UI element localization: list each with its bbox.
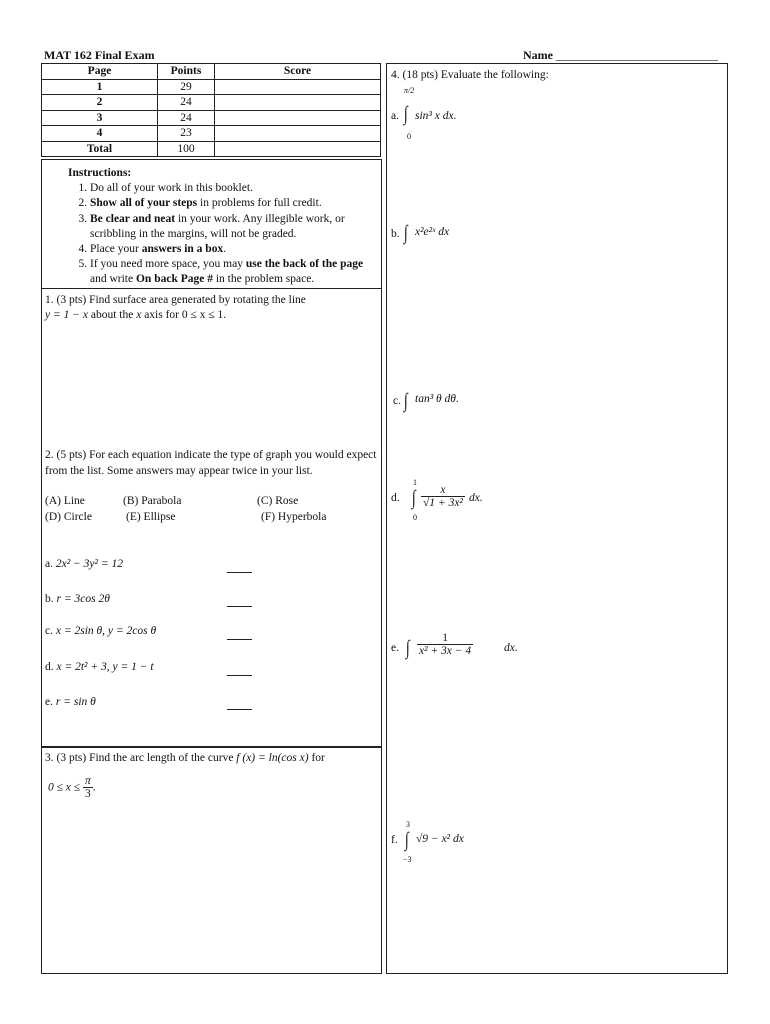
part-eq: x = 2t² + 3, y = 1 − t	[56, 661, 154, 673]
part-label: a.	[391, 110, 399, 122]
part-label: c.	[45, 625, 53, 637]
cell-page: 3	[42, 110, 158, 126]
q3-range: 0 ≤ x ≤ $\frac{\pi}{3}$ .	[48, 775, 96, 800]
q1-tail2: axis for	[141, 309, 182, 321]
cell-page: Total	[42, 141, 158, 157]
score-table-header	[42, 64, 381, 80]
differential: dx.	[504, 642, 518, 654]
q4-part-d	[391, 476, 591, 526]
part-eq: r = sin θ	[55, 696, 96, 708]
item-bold: On back Page #	[135, 273, 213, 286]
q1-tail: about the	[87, 309, 137, 321]
part-eq: 2x² − 3y² = 12	[55, 558, 123, 570]
frac-num: 1	[417, 632, 473, 645]
q1-range: 0 ≤ x ≤ 1.	[181, 309, 227, 321]
frac-num: π	[84, 775, 91, 787]
score-table	[41, 63, 381, 157]
part-label: b.	[45, 593, 54, 605]
cell-page: 2	[42, 95, 158, 111]
integrand-fraction	[417, 632, 473, 657]
option-c: (C) Rose	[257, 495, 299, 507]
q3-for: for	[311, 752, 325, 764]
integrand: x²e²ˣ dx	[415, 226, 450, 238]
integrand: sin³ x dx.	[415, 110, 457, 122]
cell-points: 29	[158, 79, 215, 95]
lower-limit: −3	[403, 855, 412, 864]
q4-part-b	[391, 222, 591, 247]
list-item	[90, 212, 378, 242]
answer-blank-c[interactable]	[227, 630, 252, 640]
q2-part-e	[45, 696, 96, 708]
name-label	[523, 48, 718, 63]
answer-blank-d[interactable]	[227, 666, 252, 676]
item-text: .	[223, 243, 227, 256]
option-d: (D) Circle	[45, 511, 92, 523]
q4-part-a	[391, 86, 591, 146]
q4-part-c	[393, 389, 593, 414]
table-row	[42, 126, 381, 142]
question-1	[45, 293, 375, 323]
upper-limit: 3	[406, 820, 410, 829]
question-2	[45, 448, 377, 479]
item-text: Place your	[90, 243, 142, 256]
instructions-list	[68, 181, 378, 287]
q1-eq: y = 1 − x	[45, 309, 88, 321]
question-3	[45, 752, 377, 764]
integral-sign: ∫	[405, 637, 410, 659]
answer-blank-a[interactable]	[227, 563, 252, 573]
integrand-fraction	[421, 484, 465, 509]
table-row	[42, 110, 381, 126]
question-1-box	[41, 288, 382, 748]
integral-sign: ∫	[403, 390, 408, 412]
integrand: tan³ θ dθ.	[415, 393, 459, 405]
q4-part-f	[391, 820, 591, 866]
part-label: e.	[45, 696, 53, 708]
part-label: e.	[391, 642, 399, 654]
part-eq: x = 2sin θ, y = 2cos θ	[55, 625, 157, 637]
option-a: (A) Line	[45, 495, 85, 507]
list-item	[90, 181, 378, 196]
integral-sign: ∫	[404, 829, 409, 851]
q4-text: 4. (18 pts) Evaluate the following:	[391, 69, 549, 81]
q3-text: 3. (3 pts) Find the arc length of the curve	[45, 752, 234, 764]
item-text: in your work. Any illegible work, or scribbling in the margins, will not be graded.	[90, 212, 345, 240]
answer-blank-b[interactable]	[227, 597, 252, 607]
answer-blank-e[interactable]	[227, 700, 252, 710]
q2-part-d	[45, 661, 154, 673]
q2-text: 2. (5 pts) For each equation indicate the type of graph you would expect from the list. Some answers may appear twice in your list.	[45, 449, 377, 477]
cell-score[interactable]	[215, 110, 381, 126]
instructions-heading: Instructions:	[68, 167, 132, 179]
name-label-text: Name	[523, 48, 553, 62]
col-points: Points	[158, 64, 215, 80]
integral-sign: ∫	[411, 487, 416, 509]
list-item	[90, 257, 378, 287]
exam-title: MAT 162 Final Exam	[44, 48, 155, 62]
lower-limit: 0	[407, 132, 411, 141]
list-item	[90, 242, 378, 257]
frac-den: 3	[84, 788, 91, 800]
part-label: a.	[45, 558, 53, 570]
part-label: d.	[391, 492, 400, 504]
table-row	[42, 95, 381, 111]
part-label: c.	[393, 395, 401, 407]
cell-score[interactable]	[215, 126, 381, 142]
cell-points: 24	[158, 95, 215, 111]
item-bold: answers in a box	[141, 243, 224, 256]
upper-limit: 1	[413, 478, 417, 487]
instructions	[68, 166, 378, 288]
integral-sign: ∫	[403, 222, 408, 244]
name-line[interactable]: ___________________________	[556, 48, 718, 62]
lower-limit: 0	[413, 513, 417, 522]
frac-den: √1 + 3x²	[423, 497, 463, 509]
differential: dx.	[469, 492, 483, 504]
cell-points: 100	[158, 141, 215, 157]
q4-part-e	[391, 630, 591, 670]
list-item	[90, 196, 378, 211]
cell-page: 4	[42, 126, 158, 142]
q2-part-a	[45, 558, 123, 570]
item-text: in the problem space.	[212, 273, 315, 286]
frac-den: x² + 3x − 4	[419, 645, 472, 657]
q2-part-c	[45, 625, 156, 637]
part-eq: r = 3cos 2θ	[56, 593, 110, 605]
item-text: If you need more space, you may	[90, 258, 246, 271]
cell-page: 1	[42, 79, 158, 95]
cell-points: 24	[158, 110, 215, 126]
cell-score[interactable]	[215, 79, 381, 95]
item-text: Do all of your work in this booklet.	[90, 182, 253, 195]
q1-var: x	[136, 309, 142, 321]
item-text: in problems for full credit.	[197, 197, 322, 210]
q1-eq-line	[45, 308, 375, 323]
integral-sign: ∫	[403, 103, 408, 125]
part-label: b.	[391, 228, 400, 240]
table-row	[42, 141, 381, 157]
item-bold: Be clear and neat	[90, 212, 176, 225]
cell-score[interactable]	[215, 141, 381, 157]
option-e: (E) Ellipse	[126, 511, 176, 523]
col-score: Score	[215, 64, 381, 80]
item-bold: Show all of your steps	[90, 197, 198, 210]
part-label: d.	[45, 661, 54, 673]
frac-num: x	[421, 484, 465, 497]
part-label: f.	[391, 834, 398, 846]
item-bold: use the back of the page	[245, 258, 364, 271]
option-b: (B) Parabola	[123, 495, 182, 507]
option-f: (F) Hyperbola	[261, 511, 327, 523]
q2-part-b	[45, 593, 110, 605]
cell-points: 23	[158, 126, 215, 142]
cell-score[interactable]	[215, 95, 381, 111]
q3-fraction	[83, 775, 93, 800]
col-page: Page	[42, 64, 158, 80]
integrand: √9 − x² dx	[416, 833, 464, 845]
q3-func: f (x) = ln(cos x)	[236, 752, 309, 764]
q1-text: 1. (3 pts) Find surface area generated by rotating the line	[45, 294, 306, 306]
table-row	[42, 79, 381, 95]
q3-range-left: 0 ≤ x ≤	[48, 781, 81, 794]
upper-limit: π/2	[404, 86, 415, 95]
item-text: and write	[90, 273, 136, 286]
